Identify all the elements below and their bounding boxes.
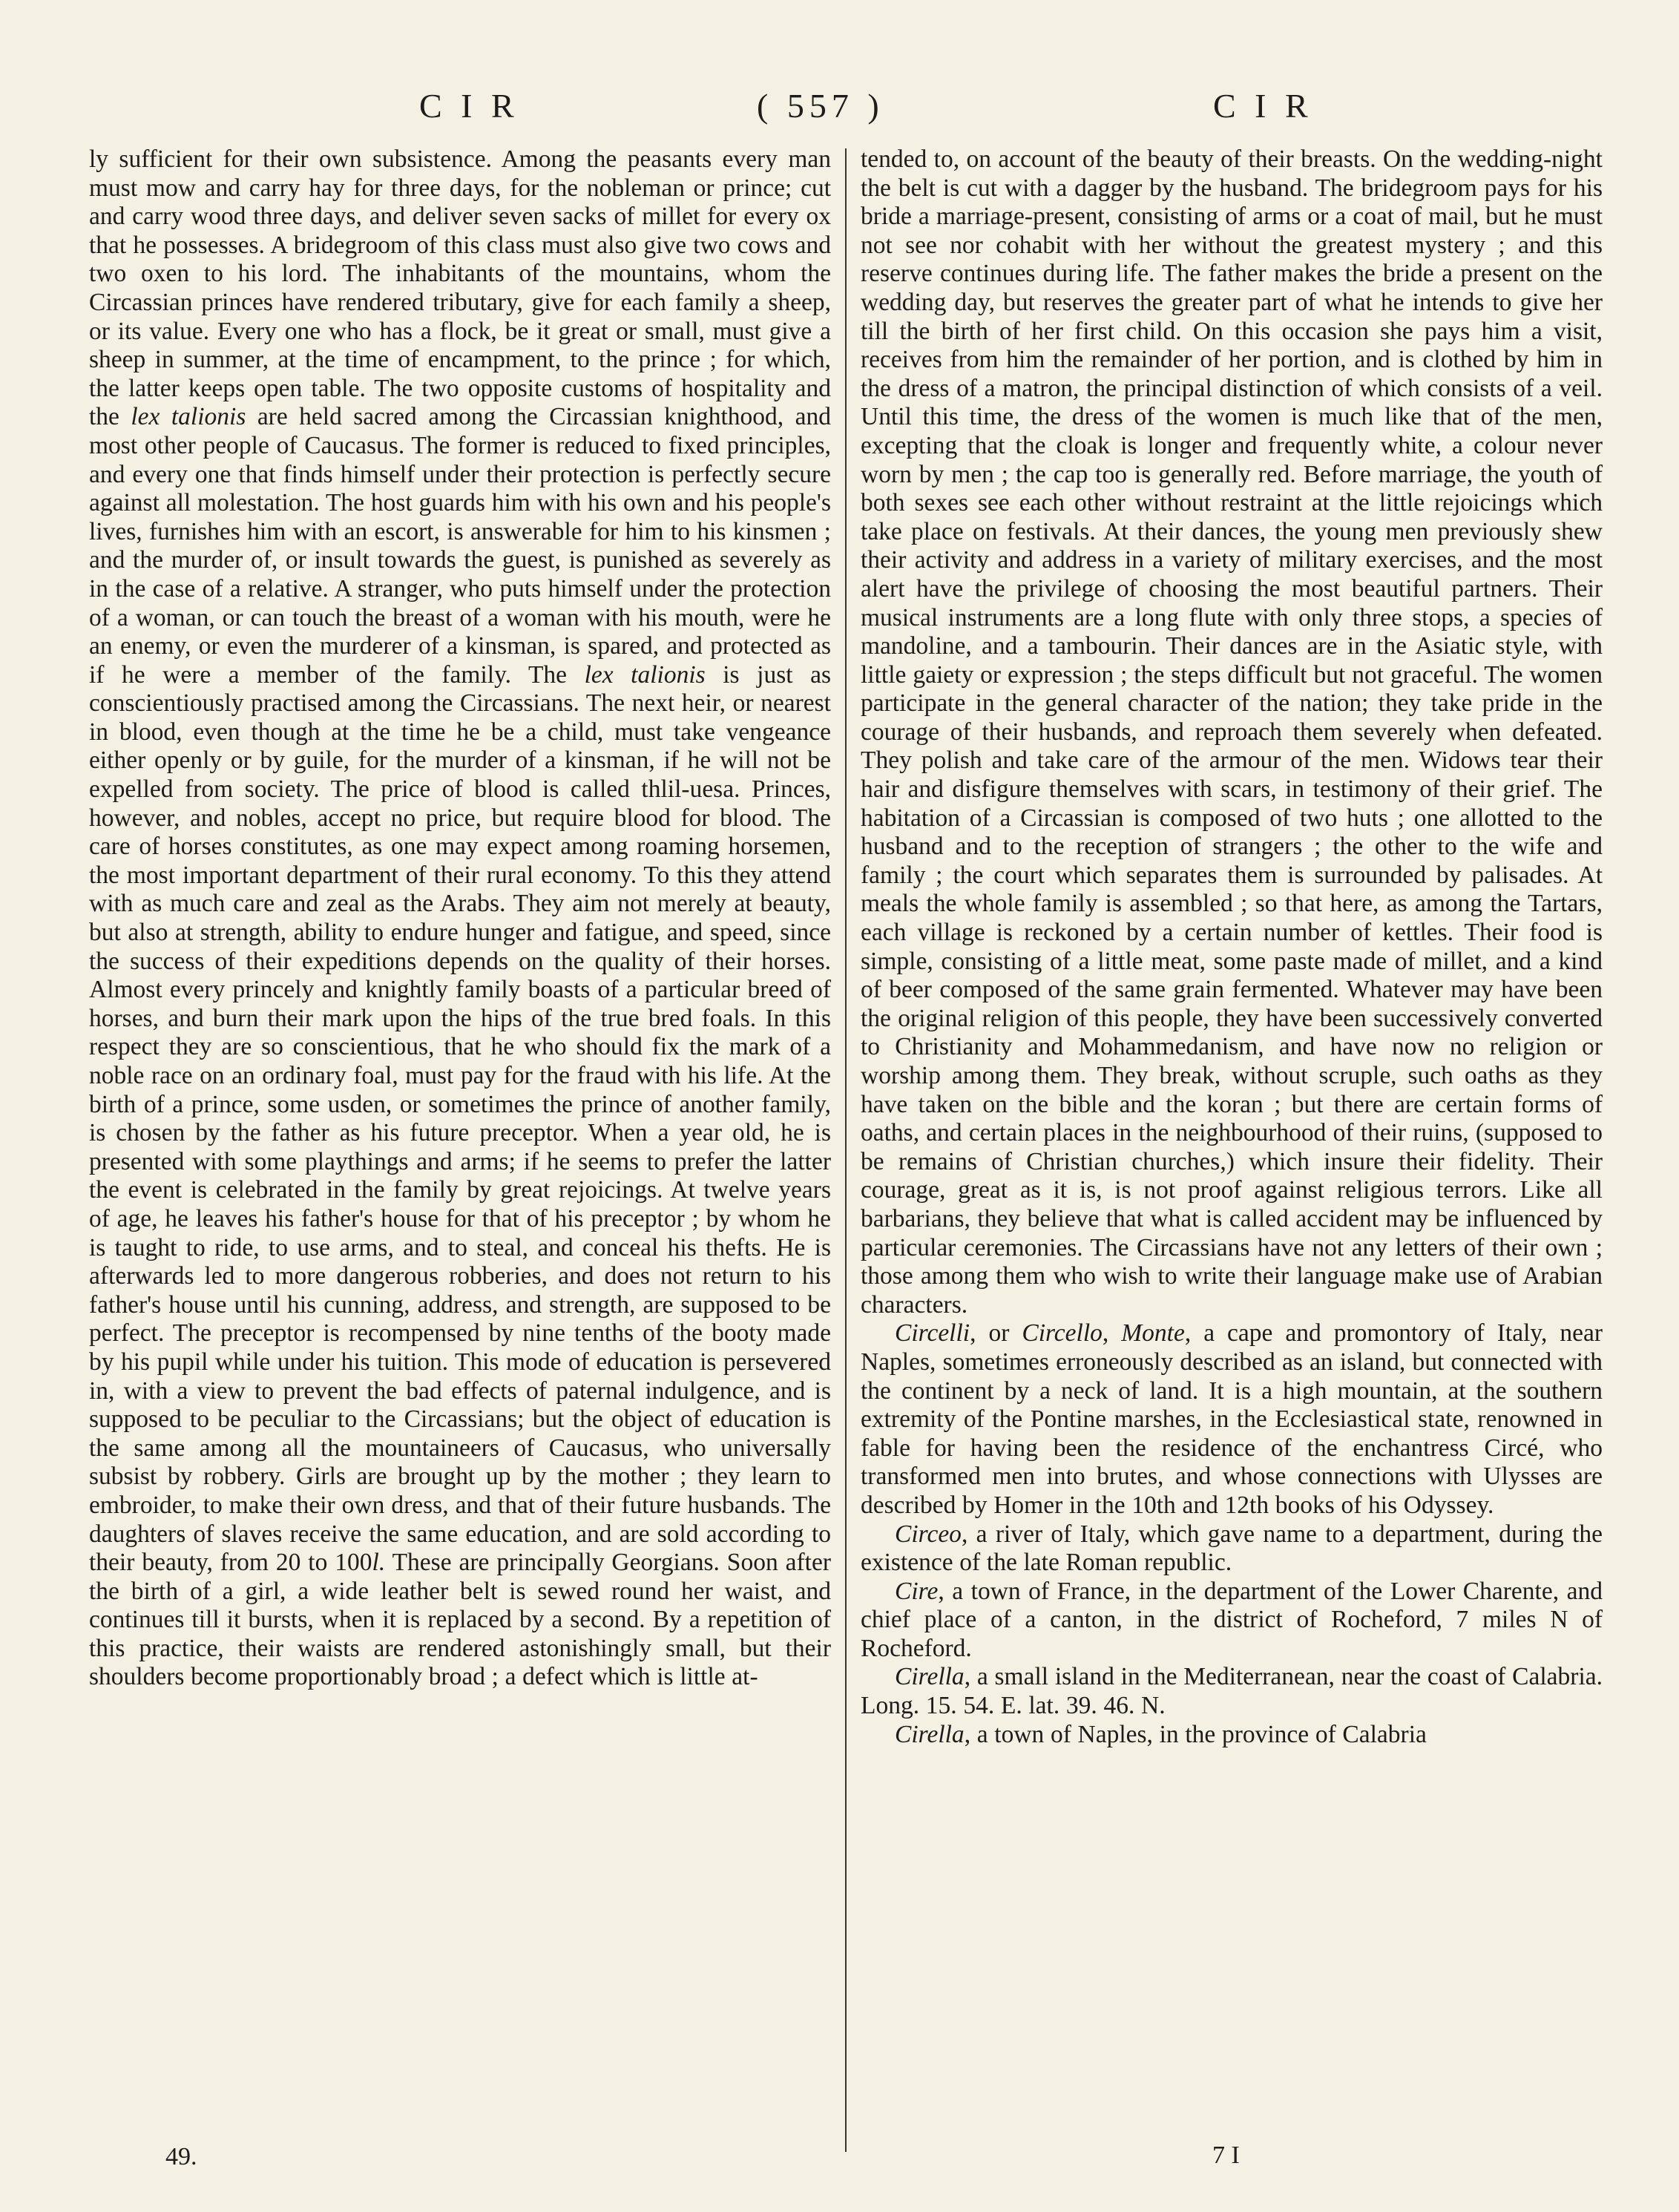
entry-circelli [861,1319,1603,1520]
text-run: are held sacred among the Circassian knighthood, and most other people of Caucasus. The former is reduced to fixed principles, and every one that finds himself under their protection is perfectly secure against all molestation. The host guards him with his own and his people's lives, furnishes him with an escort, is answerable for him to his kinsmen ; and the murder of, or insult towards the guest, is punished as severely as in the case of a relative. A stranger, who puts himself under the protection of a woman, or can touch the breast of a woman with his mouth, were he an enemy, or even the murderer of a kinsman, is spared, and protected as if he were a member of the family. The [89,403,831,689]
entry-headword: Circelli [895,1319,970,1348]
paragraph [89,145,831,1692]
entry-headword: Cirella [895,1663,965,1691]
entry-headword: Cirella [895,1720,965,1748]
entry-headword: Circeo [895,1520,962,1548]
entry-headword: Circello [1022,1319,1103,1348]
entry-text: , a small island in the Mediterranean, near the coast of Calabria. Long. 15. 54. E. lat. 39. 46. N. [861,1663,1603,1720]
entry-headword: Cire [895,1577,939,1605]
italic-term: lex talionis [131,403,246,431]
text-run: These are principally Georgians. Soon after the birth of a girl, a wide leather belt is sewed round her waist, and continues till it bursts, when it is replaced by a second. By a repetition of this practice, their waists are rendered astonishingly small, but their shoulders become proportionably broad ; a defect which is little at- [89,1549,831,1691]
entry-text: , a river of Italy, which gave name to a department, during the existence of the late Roman republic. [861,1520,1603,1577]
signature-mark-right: 7 I [1212,2142,1240,2169]
right-column [861,145,1603,1749]
entry-text: , a town of France, in the department of the Lower Charente, and chief place of a canton, in the district of Rocheford, 7 miles N of Rocheford. [861,1577,1603,1662]
page-number: ( 557 ) [757,87,884,125]
entry-text: , a cape and promontory of Italy, near Naples, sometimes erroneously described as an island, but connected with the continent by a neck of land. It is a high mountain, at the southern extremity of the Pontine marshes, in the Ecclesiastical state, renowned in fable for having been the residence of the enchantress Circé, who transformed men into brutes, and whose connections with Ulysses are described by Homer in the 10th and 12th books of his Odyssey. [861,1319,1603,1519]
entry-separator: , [1102,1319,1122,1348]
entry-separator: , or [970,1319,1022,1348]
text-run: is just as conscientiously practised among the Circassians. The next heir, or nearest in blood, even though at the time he be a child, must take vengeance either openly or by guile, for the murder of a kinsman, if he will not be expelled from society. The price of blood is called thlil-uesa. Princes, however, and nobles, accept no price, but require blood for blood. The care of horses constitutes, as one may expect among roaming horsemen, the most important department of their rural economy. To this they attend with as much care and zeal as the Arabs. They aim not merely at beauty, but also at strength, ability to endure hunger and fatigue, and speed, since the success of their expeditions depends on the quality of their horses. Almost every princely and knightly family boasts of a particular breed of horses, and burn their mark upon the hips of the true bred foals. In this respect they are so conscientious, that he who should fix the mark of a noble race on an ordinary foal, must pay for the fraud with his life. At the birth of a prince, some usden, or sometimes the prince of another family, is chosen by the father as his future preceptor. When a year old, he is presented with some playthings and arms; if he seems to prefer the latter the event is celebrated in the family by great rejoicings. At twelve years of age, he leaves his father's house for that of his preceptor ; by whom he is taught to ride, to use arms, and to steal, and conceal his thefts. He is afterwards led to more dangerous robberies, and does not return to his father's house until his cunning, address, and strength, are supposed to be perfect. The preceptor is recompensed by nine tenths of the booty made by his pupil while under his tuition. This mode of education is persevered in, with a view to prevent the bad effects of paternal indulgence, and is supposed to be peculiar to the Circassians; but the object of education is the same among all the mountaineers of Caucasus, who universally subsist by robbery. Girls are brought up by the mother ; they learn to embroider, to make their own dress, and that of their future husbands. The daughters of slaves receive the same education, and are sold according to their beauty, from 20 to 100 [89,660,831,1577]
entry-circeo [861,1520,1603,1578]
entry-cirella-town [861,1721,1603,1750]
entry-cirella-island [861,1663,1603,1720]
entry-headword: Monte [1121,1319,1185,1348]
italic-term: l. [372,1549,386,1577]
signature-mark-left: 49. [165,2143,197,2170]
paragraph: tended to, on account of the beauty of their breasts. On the wedding-night the belt is cut with a dagger by the husband. The bridegroom pays for his bride a marriage-present, consisting of arms or a coat of mail, but he must not see nor cohabit with her without the greatest mystery ; and this reserve continues during life. The father makes the bride a present on the wedding day, but reserves the greater part of what he intends to give her till the birth of her first child. On this occasion she pays him a visit, receives from him the remainder of her portion, and is clothed by him in the dress of a matron, the principal distinction of which consists of a veil. Until this time, the dress of the women is much like that of the men, excepting that the cloak is longer and frequently white, a colour never worn by men ; the cap too is generally red. Before marriage, the youth of both sexes see each other without restraint at the little rejoicings which take place on festivals. At their dances, the young men previously shew their activity and address in a variety of military exercises, and the most alert have the privilege of choosing the most beautiful partners. Their musical instruments are a long flute with only three stops, a species of mandoline, and a tambourin. Their dances are in the Asiatic style, with little gaiety or expression ; the steps difficult but not graceful. The women participate in the general character of the nation; they take pride in the courage of their husbands, and reproach them severely when defeated. They polish and take care of the armour of the men. Widows tear their hair and disfigure themselves with scars, in testimony of their grief. The habitation of a Circassian is composed of two huts ; one allotted to the husband and to the reception of strangers ; the other to the wife and family ; the court which separates them is surrounded by palisades. At meals the whole family is assembled ; so that here, as among the Tartars, each village is reckoned by a certain number of kettles. Their food is simple, consisting of a little meat, some paste made of millet, and a kind of beer composed of the same grain fermented. Whatever may have been the original religion of this people, they have been successively converted to Christianity and Mohammedanism, and have now no religion or worship among them. They break, without scruple, such oaths as they have taken on the bible and the koran ; but there are certain forms of oaths, and certain places in the neighbourhood of their ruins, (supposed to be remains of Christian churches,) which insure their fidelity. Their courage, great as it is, is not proof against religious terrors. Like all barbarians, they believe that what is called accident may be influenced by particular ceremonies. The Circassians have not any letters of their own ; those among them who wish to write their language make use of Arabian characters. [861,145,1603,1319]
entry-text: , a town of Naples, in the province of Calabria [964,1720,1427,1748]
running-header [0,86,1679,131]
entry-cire [861,1578,1603,1664]
header-right: C I R [1213,87,1313,125]
italic-term: lex talionis [584,660,706,689]
text-run: ly sufficient for their own subsistence. Among the peasants every man must mow and carry hay for three days, for the nobleman or prince; cut and carry wood three days, and deliver seven sacks of millet for every ox that he possesses. A bridegroom of this class must also give two cows and two oxen to his lord. The inhabitants of the mountains, whom the Circassian princes have rendered tributary, give for each family a sheep, or its value. Every one who has a flock, be it great or small, must give a sheep in summer, at the time of encampment, to the prince ; for which, the latter keeps open table. The two opposite customs of hospitality and the [89,145,831,431]
left-column [89,145,831,1692]
header-left: C I R [419,87,519,125]
column-divider [845,148,847,2152]
